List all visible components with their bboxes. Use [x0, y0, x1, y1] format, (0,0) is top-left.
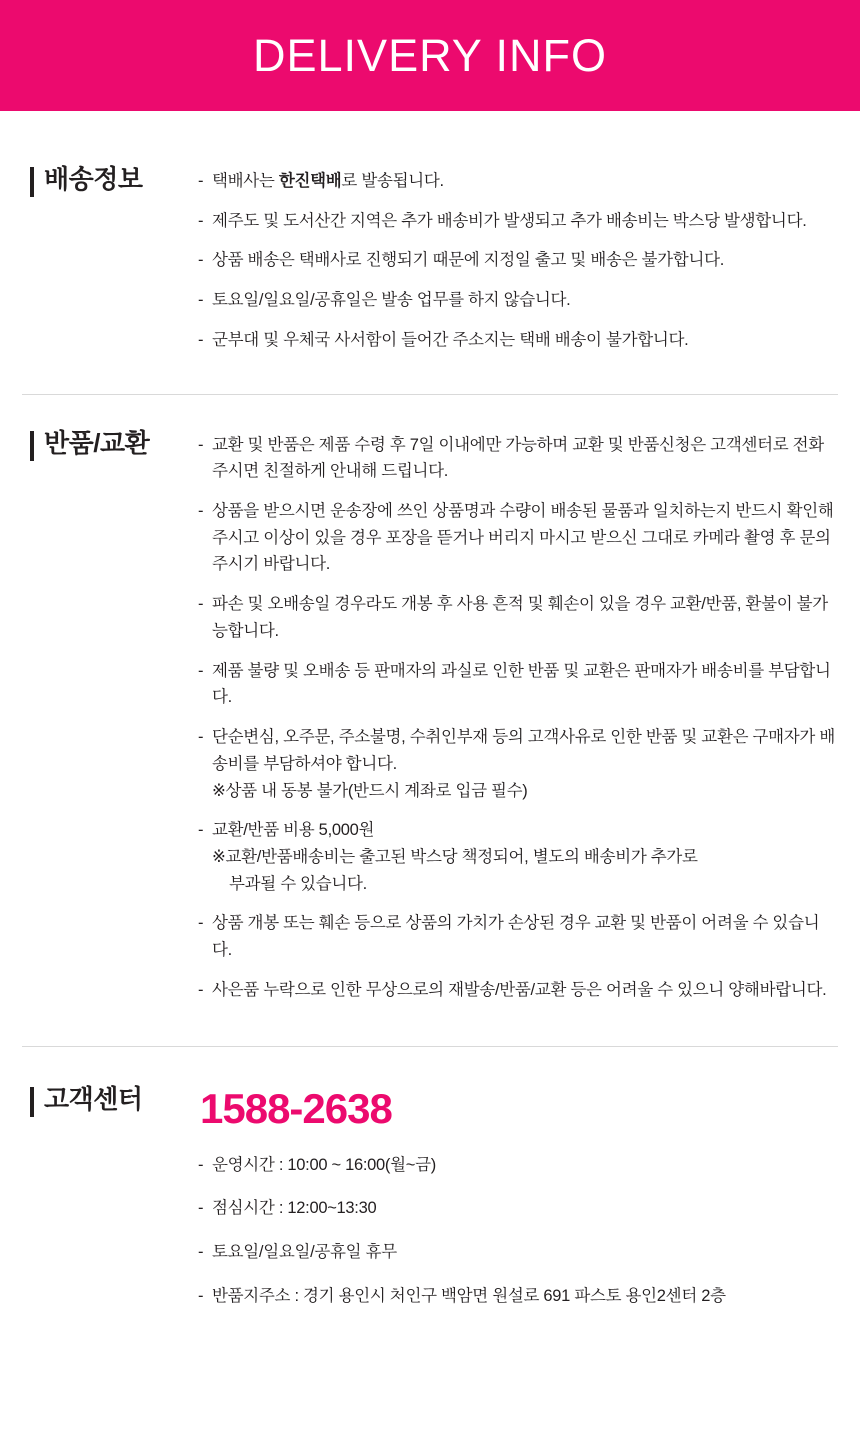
list-item [198, 208, 838, 235]
page-title: DELIVERY INFO [253, 30, 607, 81]
section-delivery [0, 111, 860, 354]
section-return-header [22, 429, 198, 461]
dash-icon: - [198, 1286, 204, 1305]
customer-center-phone[interactable]: 1588-2638 [200, 1084, 392, 1132]
section-delivery-header [22, 165, 198, 197]
dash-icon: - [198, 1242, 204, 1261]
list-item [198, 977, 838, 1004]
list-item [198, 247, 838, 274]
section-return-title: 반품/교환 [44, 427, 150, 458]
section-customer-center [0, 1047, 860, 1310]
item-text: 운영시간 : 10:00 ~ 16:00(월~금) [212, 1155, 436, 1174]
list-item [198, 658, 838, 711]
dash-icon: - [198, 914, 204, 933]
dash-icon: - [198, 211, 204, 230]
dash-icon: - [198, 1199, 204, 1218]
item-text: 제주도 및 도서산간 지역은 추가 배송비가 발생되고 추가 배송비는 박스당 발생합니다. [212, 211, 807, 230]
item-text: 상품 배송은 택배사로 진행되기 때문에 지정일 출고 및 배송은 불가합니다. [212, 251, 725, 270]
dash-icon: - [198, 821, 204, 840]
section-delivery-body [198, 165, 838, 354]
list-item [198, 287, 838, 314]
list-item [198, 432, 838, 485]
list-item [198, 817, 838, 897]
item-text: 상품 개봉 또는 훼손 등으로 상품의 가치가 손상된 경우 교환 및 반품이 어려울 수 있습니다. [212, 914, 820, 960]
item-text: 상품을 받으시면 운송장에 쓰인 상품명과 수량이 배송된 물품과 일치하는지 반드시 확인해주시고 이상이 있을 경우 포장을 뜯거나 버리지 마시고 받으신 그대로 카메라 촬영 후 문의주시기 바랍니다. [212, 502, 834, 574]
page-banner [0, 0, 860, 111]
return-list [198, 432, 838, 1004]
item-text: 사은품 누락으로 인한 무상으로의 재발송/반품/교환 등은 어려울 수 있으니 양해바랍니다. [212, 980, 827, 999]
section-customer-center-title: 고객센터 [44, 1083, 143, 1114]
dash-icon: - [198, 1155, 204, 1174]
dash-icon: - [198, 661, 204, 680]
list-item [198, 1283, 838, 1310]
list-item [198, 168, 838, 195]
item-text: 토요일/일요일/공휴일 휴무 [212, 1242, 397, 1261]
item-text: 단순변심, 오주문, 주소불명, 수취인부재 등의 고객사유로 인한 반품 및 교환은 구매자가 배송비를 부담하셔야 합니다. [212, 728, 835, 773]
item-text: 제품 불량 및 오배송 등 판매자의 과실로 인한 반품 및 교환은 판매자가 배송비를 부담합니다. [212, 661, 831, 707]
item-text: 파손 및 오배송일 경우라도 개봉 후 사용 흔적 및 훼손이 있을 경우 교환/반품, 환불이 불가능합니다. [212, 595, 828, 640]
section-return [0, 395, 860, 1004]
accent-bar-icon [30, 167, 34, 197]
dash-icon: - [198, 251, 204, 270]
dash-icon: - [198, 291, 204, 310]
accent-bar-icon [30, 1087, 34, 1117]
list-item [198, 1195, 838, 1222]
item-text: 토요일/일요일/공휴일은 발송 업무를 하지 않습니다. [212, 291, 571, 310]
accent-bar-icon [30, 431, 34, 461]
customer-center-list [198, 1152, 838, 1310]
item-note: ※교환/반품배송비는 출고된 박스당 책정되어, 별도의 배송비가 추가로 [212, 847, 698, 866]
dash-icon: - [198, 502, 204, 521]
section-return-body [198, 429, 838, 1004]
list-item [198, 327, 838, 354]
list-item [198, 1239, 838, 1266]
item-text: 점심시간 : 12:00~13:30 [212, 1199, 377, 1218]
dash-icon: - [198, 728, 204, 747]
dash-icon: - [198, 172, 204, 190]
item-text: 반품지주소 : 경기 용인시 처인구 백암면 원설로 691 파스토 용인2센터 2층 [212, 1286, 726, 1305]
list-item [198, 498, 838, 578]
item-text: 군부대 및 우체국 사서함이 들어간 주소지는 택배 배송이 불가합니다. [212, 330, 689, 349]
bottom-spacer [0, 1309, 860, 1369]
item-text-pre: 택배사는 [212, 172, 279, 190]
dash-icon: - [198, 330, 204, 349]
list-item [198, 591, 838, 644]
list-item [198, 724, 838, 804]
section-customer-center-body [198, 1085, 838, 1310]
item-note-continued: 부과될 수 있습니다. [229, 874, 367, 893]
dash-icon: - [198, 980, 204, 999]
item-text-strong: 한진택배 [278, 172, 342, 190]
dash-icon: - [198, 435, 204, 454]
list-item [198, 910, 838, 963]
delivery-list [198, 168, 838, 354]
item-text-post: 로 발송됩니다. [341, 172, 444, 190]
section-customer-center-header [22, 1085, 198, 1117]
item-text: 교환/반품 비용 5,000원 [212, 821, 375, 840]
list-item [198, 1152, 838, 1179]
item-text: 교환 및 반품은 제품 수령 후 7일 이내에만 가능하며 교환 및 반품신청은 고객센터로 전화주시면 친절하게 안내해 드립니다. [212, 435, 824, 481]
section-delivery-title: 배송정보 [44, 164, 143, 194]
dash-icon: - [198, 595, 204, 614]
item-note: ※상품 내 동봉 불가(반드시 계좌로 입금 필수) [212, 781, 528, 800]
